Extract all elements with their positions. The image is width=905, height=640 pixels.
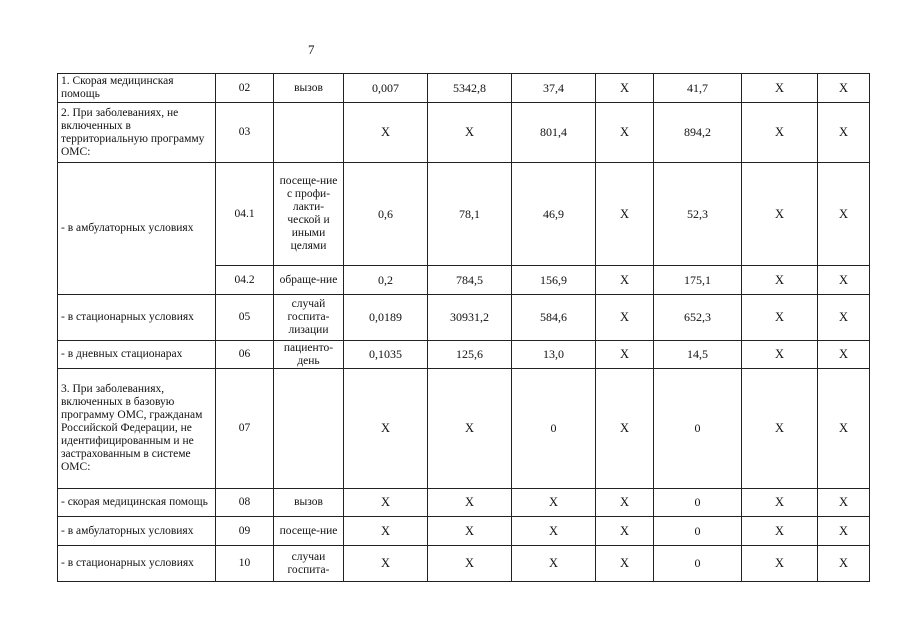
- value-cell: 0: [512, 369, 596, 489]
- value-cell: 37,4: [512, 74, 596, 103]
- table-row: [58, 74, 870, 103]
- row-code-cell: 10: [216, 546, 274, 582]
- value-cell: Х: [512, 546, 596, 582]
- value-cell: Х: [742, 489, 818, 517]
- value-cell: 5342,8: [428, 74, 512, 103]
- value-cell: 0,007: [344, 74, 428, 103]
- row-name-cell: - в стационарных условиях: [58, 295, 216, 341]
- value-cell: Х: [344, 489, 428, 517]
- value-cell: Х: [512, 489, 596, 517]
- row-name-cell: 2. При заболеваниях, не включенных в территориальную программу ОМС:: [58, 103, 216, 163]
- value-cell: 41,7: [654, 74, 742, 103]
- value-cell: Х: [428, 103, 512, 163]
- value-cell: 52,3: [654, 163, 742, 266]
- row-code-cell: 06: [216, 341, 274, 369]
- row-unit-cell: случай госпита-лизации: [274, 295, 344, 341]
- value-cell: Х: [742, 74, 818, 103]
- row-name-cell: 3. При заболеваниях, включенных в базовую программу ОМС, гражданам Российской Федерации, не идентифицированным и не застрахованным в системе ОМС:: [58, 369, 216, 489]
- value-cell: 0: [654, 517, 742, 546]
- table-row: [58, 369, 870, 489]
- value-cell: Х: [742, 266, 818, 295]
- value-cell: Х: [818, 369, 870, 489]
- row-unit-cell: [274, 103, 344, 163]
- value-cell: 0: [654, 489, 742, 517]
- value-cell: Х: [742, 295, 818, 341]
- value-cell: Х: [742, 546, 818, 582]
- value-cell: Х: [596, 295, 654, 341]
- value-cell: Х: [596, 266, 654, 295]
- row-name-cell: - в стационарных условиях: [58, 546, 216, 582]
- value-cell: Х: [742, 517, 818, 546]
- value-cell: Х: [742, 369, 818, 489]
- value-cell: Х: [428, 546, 512, 582]
- row-code-cell: 07: [216, 369, 274, 489]
- value-cell: 156,9: [512, 266, 596, 295]
- value-cell: Х: [596, 103, 654, 163]
- value-cell: Х: [344, 517, 428, 546]
- value-cell: 125,6: [428, 341, 512, 369]
- value-cell: Х: [818, 74, 870, 103]
- row-name-cell: - скорая медицинская помощь: [58, 489, 216, 517]
- value-cell: 46,9: [512, 163, 596, 266]
- table-row: [58, 163, 870, 266]
- value-cell: Х: [818, 546, 870, 582]
- value-cell: Х: [596, 369, 654, 489]
- page-number: 7: [308, 42, 315, 57]
- row-name-cell: - в дневных стационарах: [58, 341, 216, 369]
- value-cell: 584,6: [512, 295, 596, 341]
- value-cell: 0: [654, 546, 742, 582]
- table-row: [58, 517, 870, 546]
- value-cell: 0,6: [344, 163, 428, 266]
- row-code-cell: 05: [216, 295, 274, 341]
- value-cell: 0: [654, 369, 742, 489]
- row-unit-cell: пациенто-день: [274, 341, 344, 369]
- value-cell: Х: [512, 517, 596, 546]
- value-cell: Х: [818, 266, 870, 295]
- value-cell: Х: [818, 517, 870, 546]
- row-code-cell: 04.2: [216, 266, 274, 295]
- row-code-cell: 02: [216, 74, 274, 103]
- value-cell: Х: [742, 103, 818, 163]
- value-cell: Х: [742, 163, 818, 266]
- value-cell: Х: [596, 489, 654, 517]
- value-cell: Х: [344, 546, 428, 582]
- table-row: [58, 489, 870, 517]
- row-name-cell: - в амбулаторных условиях: [58, 517, 216, 546]
- value-cell: 801,4: [512, 103, 596, 163]
- row-code-cell: 03: [216, 103, 274, 163]
- row-unit-cell: [274, 369, 344, 489]
- row-code-cell: 09: [216, 517, 274, 546]
- row-unit-cell: вызов: [274, 74, 344, 103]
- row-name-cell: - в амбулаторных условиях: [58, 163, 216, 295]
- table-row: [58, 341, 870, 369]
- value-cell: Х: [596, 546, 654, 582]
- value-cell: 13,0: [512, 341, 596, 369]
- value-cell: 652,3: [654, 295, 742, 341]
- value-cell: 0,1035: [344, 341, 428, 369]
- value-cell: Х: [596, 517, 654, 546]
- value-cell: Х: [818, 489, 870, 517]
- value-cell: Х: [344, 103, 428, 163]
- value-cell: Х: [428, 489, 512, 517]
- row-code-cell: 04.1: [216, 163, 274, 266]
- value-cell: 175,1: [654, 266, 742, 295]
- row-unit-cell: случаи госпита-: [274, 546, 344, 582]
- value-cell: Х: [818, 341, 870, 369]
- value-cell: 78,1: [428, 163, 512, 266]
- table-row: [58, 295, 870, 341]
- value-cell: 894,2: [654, 103, 742, 163]
- value-cell: Х: [818, 103, 870, 163]
- value-cell: Х: [742, 341, 818, 369]
- value-cell: 30931,2: [428, 295, 512, 341]
- table-row: [58, 103, 870, 163]
- row-unit-cell: обраще-ние: [274, 266, 344, 295]
- value-cell: 14,5: [654, 341, 742, 369]
- value-cell: Х: [428, 517, 512, 546]
- value-cell: Х: [818, 163, 870, 266]
- value-cell: Х: [428, 369, 512, 489]
- value-cell: Х: [818, 295, 870, 341]
- value-cell: Х: [344, 369, 428, 489]
- value-cell: 784,5: [428, 266, 512, 295]
- value-cell: Х: [596, 74, 654, 103]
- table-row: [58, 546, 870, 582]
- row-unit-cell: вызов: [274, 489, 344, 517]
- value-cell: Х: [596, 341, 654, 369]
- value-cell: 0,0189: [344, 295, 428, 341]
- data-table: [57, 73, 870, 582]
- value-cell: 0,2: [344, 266, 428, 295]
- row-unit-cell: посеще-ние с профи-лакти-ческой и иными целями: [274, 163, 344, 266]
- row-unit-cell: посеще-ние: [274, 517, 344, 546]
- value-cell: Х: [596, 163, 654, 266]
- row-code-cell: 08: [216, 489, 274, 517]
- row-name-cell: 1. Скорая медицинская помощь: [58, 74, 216, 103]
